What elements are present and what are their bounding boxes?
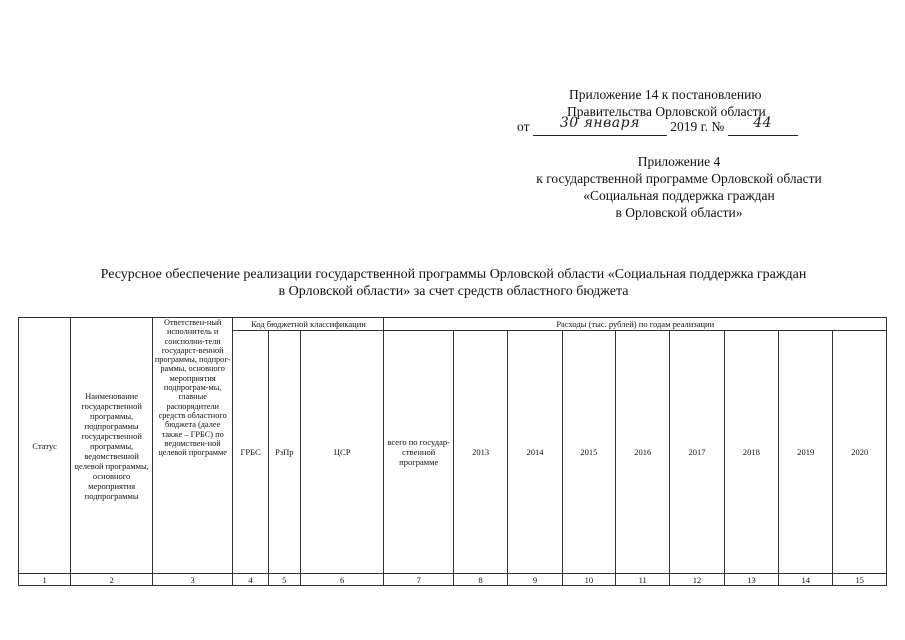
number-handwritten: 44 (753, 115, 773, 131)
appendix14-line2: Правительства Орловской области (567, 104, 766, 119)
header-total: всего по государ-ственной программе (384, 331, 453, 574)
header-grbs: ГРБС (233, 331, 268, 574)
header-year: 2013 (453, 331, 507, 574)
document-title (40, 266, 867, 300)
column-number: 14 (779, 574, 833, 586)
header-status: Статус (19, 318, 71, 574)
column-number: 13 (724, 574, 778, 586)
number-field (728, 115, 798, 136)
header-year: 2019 (779, 331, 833, 574)
column-number: 1 (19, 574, 71, 586)
header-year: 2015 (562, 331, 615, 574)
header-budget-code: Код бюджетной классификации (233, 318, 384, 331)
header-csr: ЦСР (300, 331, 384, 574)
appendix4-line2: к государственной программе Орловской области (536, 171, 822, 186)
column-number: 12 (670, 574, 724, 586)
column-number: 4 (233, 574, 268, 586)
resolution-date-line (517, 115, 798, 136)
date-prefix: от (517, 119, 530, 134)
column-number: 7 (384, 574, 453, 586)
header-year: 2017 (670, 331, 724, 574)
title-line2: в Орловской области» за счет средств областного бюджета (278, 284, 629, 299)
appendix4-line1: Приложение 4 (637, 154, 721, 169)
column-number: 15 (833, 574, 887, 586)
title-line1: Ресурсное обеспечение реализации государственной программы Орловской области «Социальная поддержка граждан (100, 267, 807, 282)
header-year: 2018 (724, 331, 778, 574)
resource-table (18, 317, 887, 586)
date-field (533, 115, 667, 136)
column-number: 8 (453, 574, 507, 586)
date-suffix: 2019 г. № (670, 119, 725, 134)
column-number: 10 (562, 574, 615, 586)
column-number: 6 (300, 574, 384, 586)
column-numbers-row (19, 574, 887, 586)
column-number: 11 (616, 574, 670, 586)
column-number: 2 (71, 574, 153, 586)
table-header-row-1 (19, 318, 887, 331)
column-number: 3 (152, 574, 233, 586)
header-rzpr: РзПр (268, 331, 300, 574)
header-year: 2014 (508, 331, 562, 574)
header-expenses: Расходы (тыс. рублей) по годам реализации (384, 318, 887, 331)
appendix4-block (508, 153, 850, 221)
date-handwritten: 30 января (559, 115, 640, 131)
appendix14-line1: Приложение 14 к постановлению (569, 87, 762, 102)
header-name: Наименование государственной программы, подпрограммы государственной программы, ведомственной целевой программы, основного мероприятия подпрограммы (71, 318, 153, 574)
header-year: 2016 (616, 331, 670, 574)
header-responsible: Ответствен-ный исполнитель и соисполни-тели государст-венной программы, подпрог-раммы, основного мероприятия подпрограм-мы, главные распорядители средств областного бюджета (далее также – ГРБС) по ведомствен-ной целевой программе (152, 318, 233, 574)
appendix4-line3: «Социальная поддержка граждан (583, 188, 775, 203)
header-year: 2020 (833, 331, 887, 574)
column-number: 9 (508, 574, 562, 586)
appendix4-line4: в Орловской области» (615, 205, 743, 220)
column-number: 5 (268, 574, 300, 586)
